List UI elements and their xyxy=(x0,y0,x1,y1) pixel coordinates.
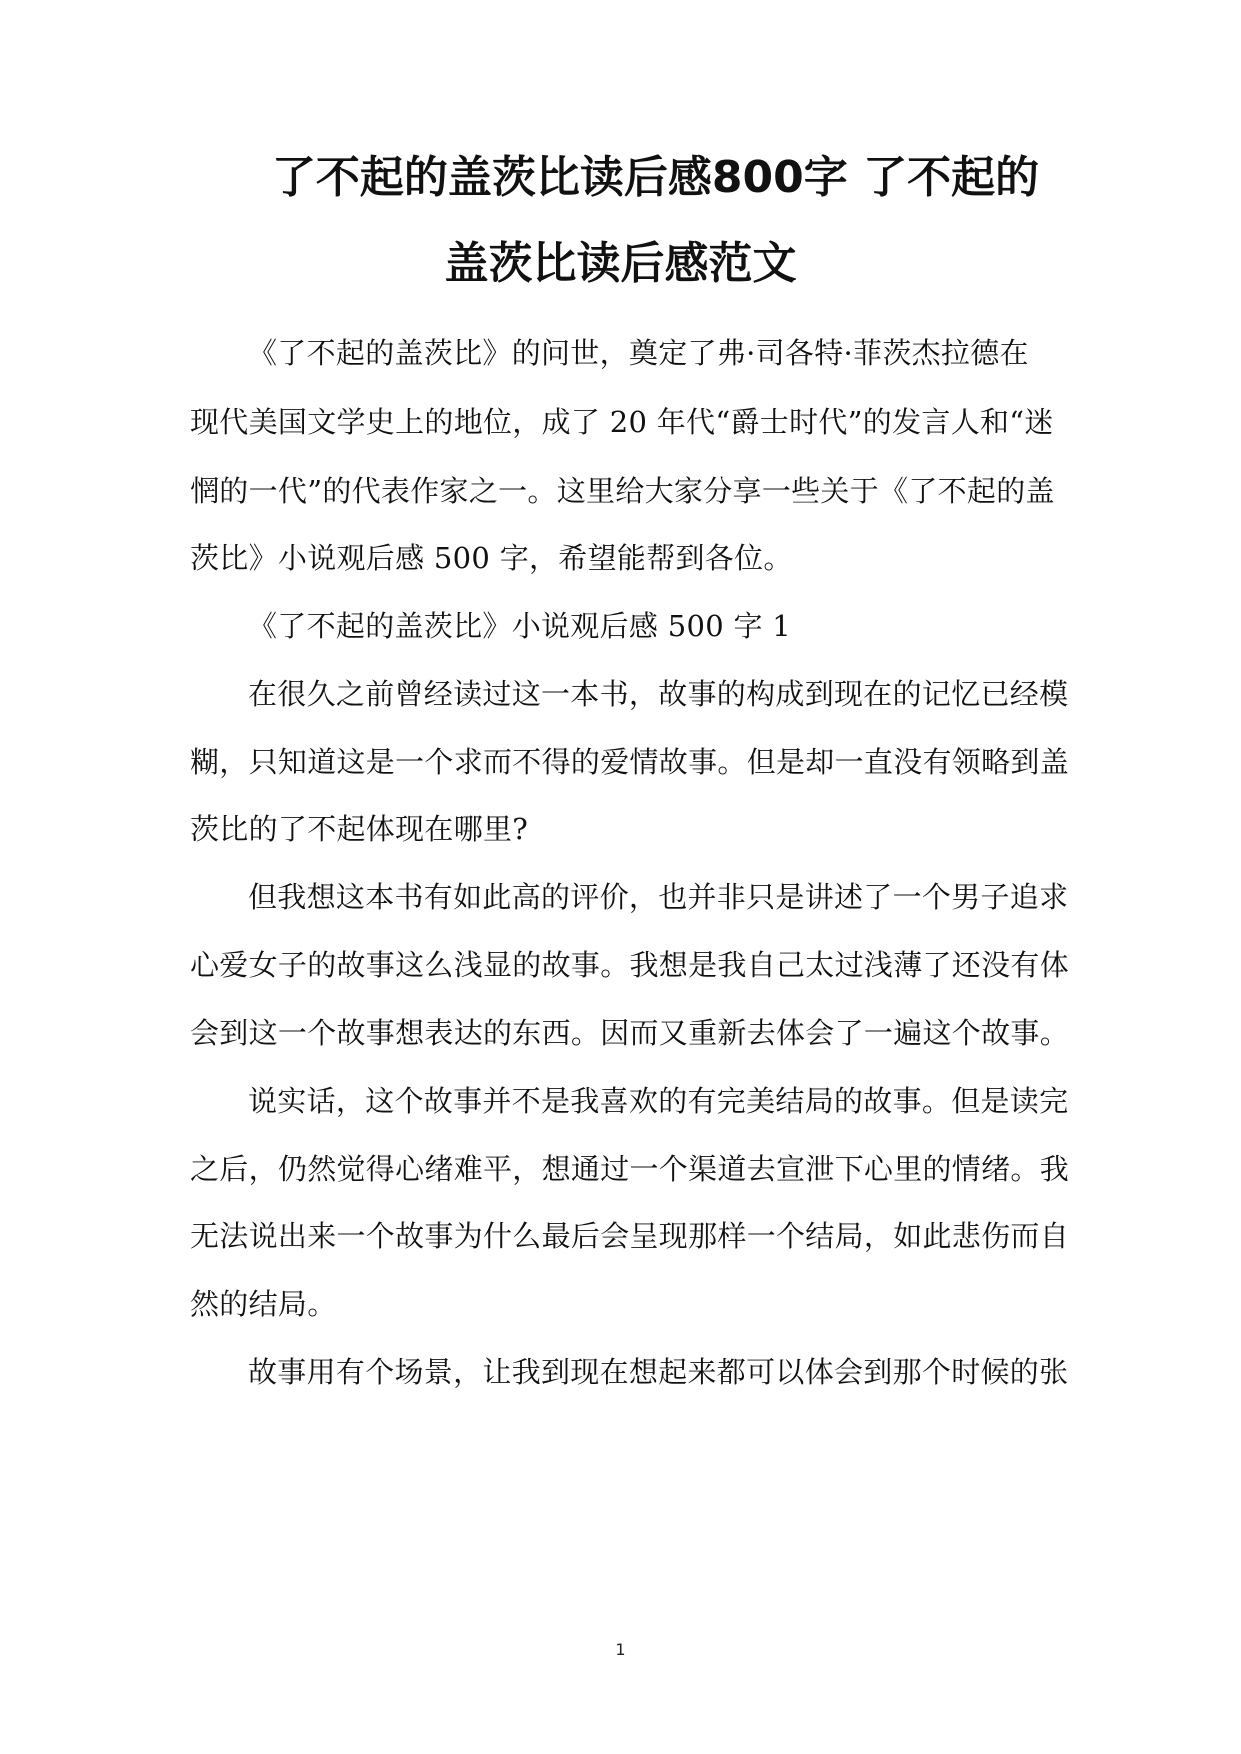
paragraph-line: 《了不起的盖茨比》的问世，奠定了弗·司各特·菲茨杰拉德在 xyxy=(248,336,1029,370)
paragraph-line: 在很久之前曾经读过这一本书，故事的构成到现在的记忆已经模 xyxy=(248,677,1069,711)
paragraph-line: 说实话，这个故事并不是我喜欢的有完美结局的故事。但是读完 xyxy=(248,1084,1069,1118)
document-title-line-2: 盖茨比读后感范文 xyxy=(444,238,797,289)
paragraph-line: 然的结局。 xyxy=(190,1287,337,1321)
document-title-line-1: 了不起的盖茨比读后感800字 了不起的 xyxy=(271,152,1040,203)
paragraph-line: 现代美国文学史上的地位，成了 20 年代“爵士时代”的发言人和“迷 xyxy=(190,405,1054,439)
paragraph-line: 无法说出来一个故事为什么最后会呈现那样一个结局，如此悲伤而自 xyxy=(190,1219,1070,1253)
paragraph-line: 惘的一代”的代表作家之一。这里给大家分享一些关于《了不起的盖 xyxy=(190,474,1055,508)
paragraph-line: 之后，仍然觉得心绪难平，想通过一个渠道去宣泄下心里的情绪。我 xyxy=(190,1152,1070,1186)
paragraph-line: 但我想这本书有如此高的评价，也并非只是讲述了一个男子追求 xyxy=(248,880,1069,914)
paragraph-line: 糊，只知道这是一个求而不得的爱情故事。但是却一直没有领略到盖 xyxy=(190,745,1070,779)
paragraph-line: 会到这一个故事想表达的东西。因而又重新去体会了一遍这个故事。 xyxy=(190,1016,1070,1050)
page-number: 1 xyxy=(615,1640,626,1659)
paragraph-line: 茨比的了不起体现在哪里? xyxy=(190,812,529,846)
paragraph-line: 心爱女子的故事这么浅显的故事。我想是我自己太过浅薄了还没有体 xyxy=(190,948,1070,982)
paragraph-line: 茨比》小说观后感 500 字，希望能帮到各位。 xyxy=(190,541,793,575)
section-heading: 《了不起的盖茨比》小说观后感 500 字 1 xyxy=(248,609,792,643)
paragraph-line: 故事用有个场景，让我到现在想起来都可以体会到那个时候的张 xyxy=(248,1355,1069,1389)
